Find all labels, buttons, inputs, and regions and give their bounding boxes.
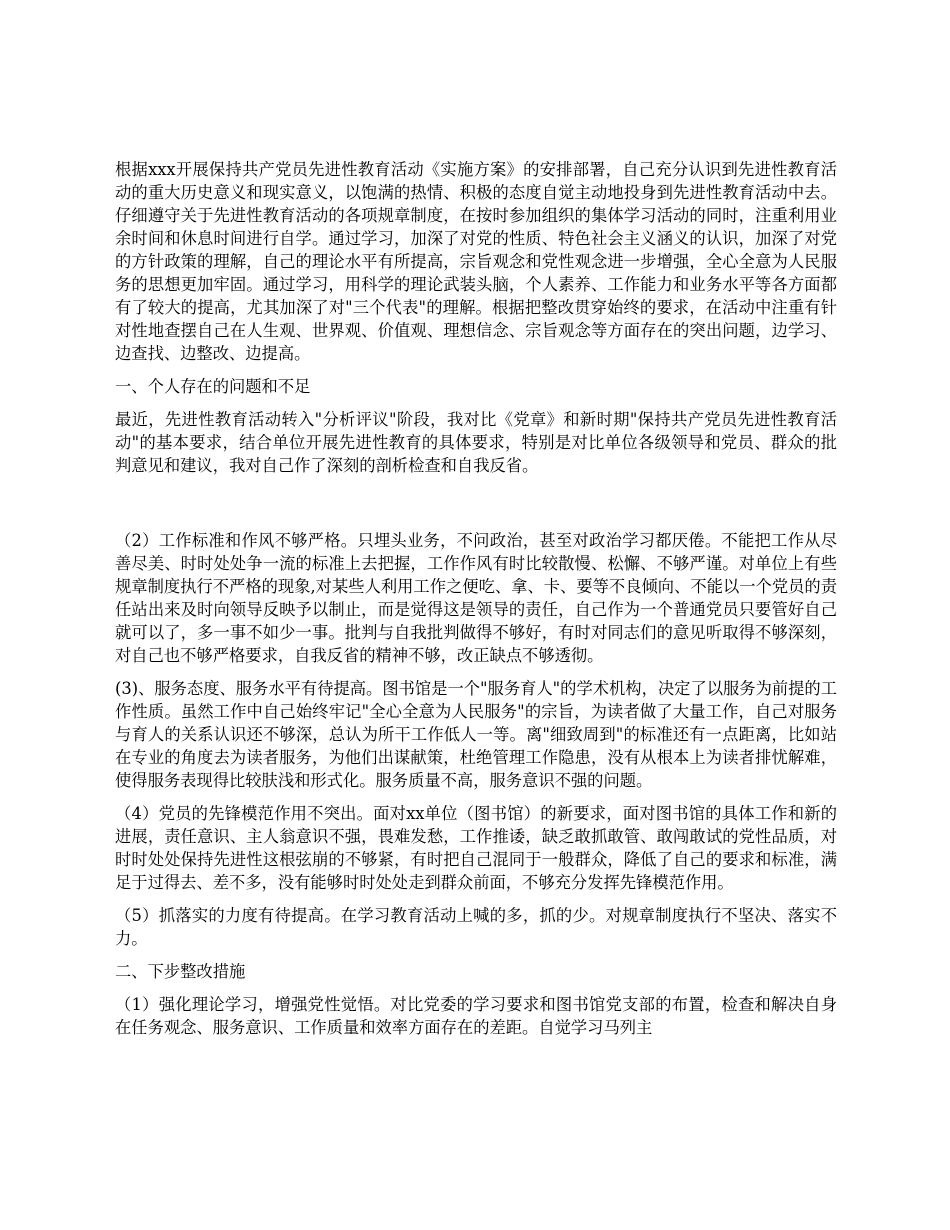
problem-item-3: (3)、服务态度、服务水平有待提高。图书馆是一个"服务育人"的学术机构，决定了以服务为前提的工作性质。虽然工作中自己始终牢记"全心全意为人民服务"的宗旨，为读者做了大量工作，自己对服务与育人的关系认识还不够深，总认为所干工作低人一等。离"细致周到"的标准还有一点距离，比如站在专业的角度去为读者服务，为他们出谋献策，杜绝管理工作隐患，没有从根本上为读者排忧解难，使得服务表现得比较肤浅和形式化。服务质量不高，服务意识不强的问题。: [115, 679, 837, 790]
measure-item-1: （1）强化理论学习，增强党性觉悟。对比党委的学习要求和图书馆党支部的布置，检查和解决自身在任务观念、服务意识、工作质量和效率方面存在的差距。自觉学习马列主: [115, 995, 837, 1037]
document-body: [115, 158, 837, 1039]
problem-item-4: （4）党员的先锋模范作用不突出。面对xx单位（图书馆）的新要求，面对图书馆的具体工作和新的进展，责任意识、主人翁意识不强，畏难发愁，工作推诿，缺乏敢抓敢管、敢闯敢试的党性品质，对时时处处保持先进性这根弦崩的不够紧，有时把自己混同于一般群众，降低了自己的要求和标准，满足于过得去、差不多，没有能够时时处处走到群众前面，不够充分发挥先锋模范作用。: [115, 804, 837, 892]
section-heading-measures: 二、下步整改措施: [115, 962, 246, 981]
section-heading-problems: 一、个人存在的问题和不足: [115, 377, 311, 396]
analysis-paragraph: 最近，先进性教育活动转入"分析评议"阶段，我对比《党章》和新时期"保持共产党员先进性教育活动"的基本要求，结合单位开展先进性教育的具体要求，特别是对比单位各级领导和党员、群众的批判意见和建议，我对自己作了深刻的剖析检查和自我反省。: [115, 410, 837, 475]
intro-paragraph: 根据xxx开展保持共产党员先进性教育活动《实施方案》的安排部署，自己充分认识到先进性教育活动的重大历史意义和现实意义，以饱满的热情、积极的态度自觉主动地投身到先进性教育活动中去。仔细遵守关于先进性教育活动的各项规章制度，在按时参加组织的集体学习活动的同时，注重利用业余时间和休息时间进行自学。通过学习，加深了对党的性质、特色社会主义涵义的认识，加深了对党的方针政策的理解，自己的理论水平有所提高，宗旨观念和党性观念进一步增强，全心全意为人民服务的思想更加牢固。通过学习，用科学的理论武装头脑，个人素养、工作能力和业务水平等各方面都有了较大的提高，尤其加深了对"三个代表"的理解。根据把整改贯穿始终的要求，在活动中注重有针对性地查摆自己在人生观、世界观、价值观、理想信念、宗旨观念等方面存在的突出问题，边学习、边查找、边整改、边提高。: [115, 160, 837, 363]
problem-item-2: （2）工作标准和作风不够严格。只埋头业务，不问政治，甚至对政治学习都厌倦。不能把工作从尽善尽美、时时处处争一流的标准上去把握，工作作风有时比较散慢、松懈、不够严谨。对单位上有些规章制度执行不严格的现象,对某些人利用工作之便吃、拿、卡、要等不良倾向、不能以一个党员的责任站出来及时向领导反映予以制止，而是觉得这是领导的责任，自己作为一个普通党员只要管好自己就可以了，多一事不如少一事。批判与自我批判做得不够好，有时对同志们的意见听取得不够深刻，对自己也不够严格要求，自我反省的精神不够，改正缺点不够透彻。: [115, 531, 837, 665]
problem-item-5: （5）抓落实的力度有待提高。在学习教育活动上喊的多，抓的少。对规章制度执行不坚决、落实不力。: [115, 906, 837, 948]
